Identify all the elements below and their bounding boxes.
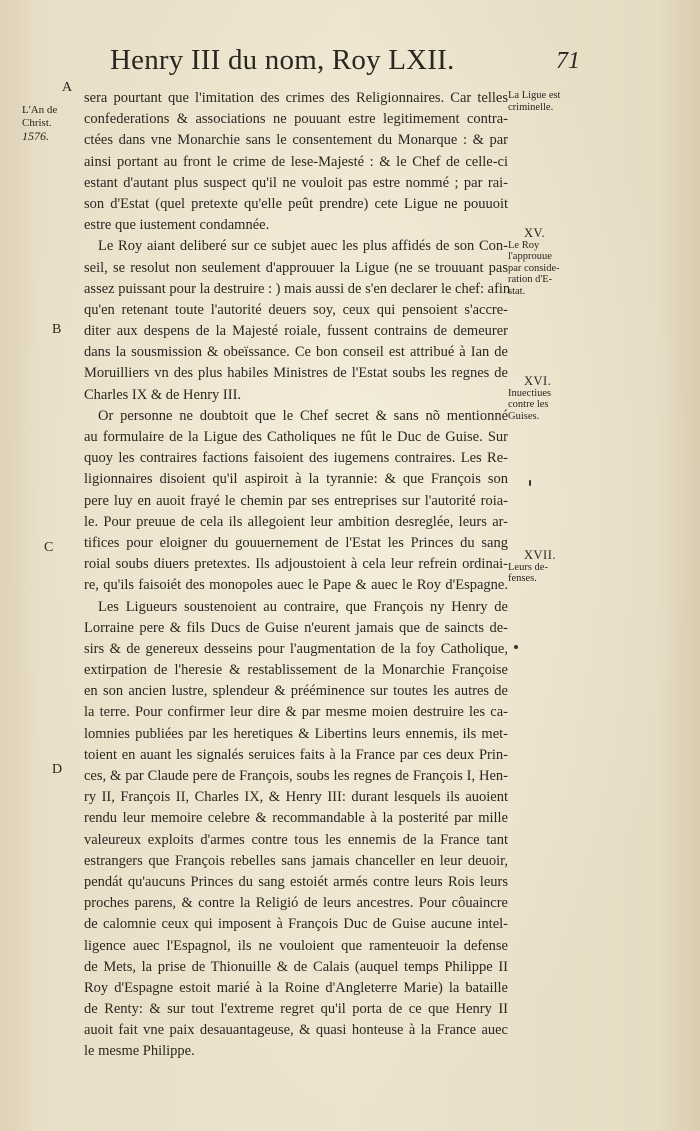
text-line: quoy les contraires factions faisoient des iugemens contraires. Les Re- bbox=[84, 450, 508, 467]
text-line: ry II, François II, Charles IX, & Henry III: durant lesquels ils auoient bbox=[84, 789, 508, 806]
margin-note-number: XVII. bbox=[524, 548, 557, 562]
text-line: Charles IX & de Henry III. bbox=[84, 386, 242, 403]
text-line: au formulaire de la Ligue des Catholiques ne fût le Duc de Guise. Sur bbox=[84, 429, 508, 445]
margin-note-number: XV. bbox=[524, 226, 546, 240]
text-line: tifices pour eloigner du gouuernement de l'Estat les Princes du sang bbox=[84, 534, 508, 551]
text-line: Le Roy aiant deliberé sur ce subjet auec les plus affidés de son Con- bbox=[98, 238, 508, 255]
text-line: estrangers que François rebelles sans jamais chanceller en leur deuoir, bbox=[84, 852, 508, 869]
text-line: dans la sousmission & obeïssance. Ce bon conseil est attribué à Ian de bbox=[84, 344, 508, 361]
margin-note-line: ration d'E- bbox=[508, 274, 553, 285]
margin-note-line: fenses. bbox=[508, 573, 537, 584]
text-line: diter aux despens de la Majesté roiale, fussent contrains de demeurer bbox=[84, 323, 508, 340]
text-line: Lorraine pere & fils Ducs de Guise n'eurent jamais que de saincts de- bbox=[84, 619, 508, 636]
text-line: confederations & associations ne pouuant estre legitimement contra- bbox=[84, 111, 508, 128]
text-line: ces, & par Claude pere de François, soubs les regnes de François I, Hen- bbox=[84, 768, 508, 784]
margin-note-line: par conside- bbox=[508, 262, 560, 274]
margin-year-note bbox=[22, 104, 82, 143]
section-letter-d: D bbox=[52, 762, 63, 777]
text-line: en son ancien lustre, splendeur & prééminence sur toutes les autres de bbox=[84, 683, 508, 700]
body-text bbox=[84, 88, 511, 1063]
margin-note-line: stat. bbox=[508, 285, 526, 297]
text-line: lomnies publiées par les heretiques & Libertins leurs ennemis, ils met- bbox=[84, 725, 508, 742]
ink-speck bbox=[529, 480, 531, 486]
text-line: re, qu'ils faisoiét des monopoles auec le Pape & auec le Roy d'Espagne. bbox=[84, 577, 508, 594]
margin-note-ligue bbox=[508, 90, 574, 113]
text-line: sera pourtant que l'imitation des crimes des Religionnaires. Car telles bbox=[84, 90, 508, 106]
text-line: valeureux exploits d'armes contre tous les ennemis de la France tant bbox=[84, 831, 508, 848]
margin-note-line: La Ligue est bbox=[508, 90, 561, 101]
text-line: Moruilliers vn des plus habiles Ministres de l'Estat soubs les regnes de bbox=[84, 365, 508, 382]
text-line: toient en auant les signalés seruices faits à la France par ces deux Prin- bbox=[84, 746, 508, 763]
text-line: de Renty: & sur tout l'extreme regret qu'il porta de ce que Henry II bbox=[84, 1001, 508, 1018]
text-line: roial soubs diuers pretextes. Ils adjoustoient à cela leur refrein ordinai- bbox=[84, 556, 508, 573]
section-letter-a: A bbox=[62, 80, 73, 95]
text-line: estant d'autant plus suspect qu'il ne vouloit pas estre nommé ; par rai- bbox=[84, 174, 508, 191]
text-line: sirs & de genereux desseins pour l'augmentation de la foy Catholique, bbox=[84, 640, 508, 657]
margin-note-line: Leurs de- bbox=[508, 561, 548, 573]
text-line: de Mets, la prise de Thionuille & de Calais (auquel temps Philippe II bbox=[84, 958, 508, 975]
section-letter-c: C bbox=[44, 540, 54, 555]
text-line: ligionnaires disoient qu'il aspiroit à la tyrannie: & que François son bbox=[84, 471, 508, 488]
margin-note-xv bbox=[508, 228, 574, 297]
text-line: Les Ligueurs soustenoient au contraire, que François ny Henry de bbox=[98, 598, 508, 615]
margin-note-line: Guises. bbox=[508, 410, 540, 422]
text-line: le mesme Philippe. bbox=[84, 1043, 195, 1060]
text-line: ainsi portant au front le crime de lese-Majesté : & le Chef de celle-ci bbox=[84, 153, 508, 170]
text-line: Roy d'Espagne estoit marié à la Roine d'Angleterre Marie) la bataille bbox=[84, 979, 508, 996]
margin-note-line: Inuectiues bbox=[508, 387, 552, 399]
text-line: assez puissant pour la destruire : ) mais aussi de s'en declarer le chef: afin bbox=[84, 280, 511, 297]
text-line: rendu leur memoire celebre & recommandable à la posterité par mille bbox=[84, 810, 508, 827]
text-line: de calomnie ceux qui imposent à François Duc de Guise aucune intel- bbox=[84, 916, 508, 933]
text-line: estre que iustement condamnée. bbox=[84, 217, 270, 234]
section-letter-b: B bbox=[52, 322, 62, 337]
text-line: ctées dans vne Monarchie sans le consentement du Monarque : & par bbox=[84, 132, 508, 149]
text-line: auoit fait vne paix desauantageuse, & quasi honteuse à la France auec bbox=[84, 1022, 508, 1039]
text-line: Or personne ne doubtoit que le Chef secret & sans nõ mentionné bbox=[98, 407, 508, 424]
page-header bbox=[110, 44, 580, 84]
text-line: pendát qu'aucuns Princes du sang estoiét armés contre leurs Rois leurs bbox=[84, 873, 508, 890]
margin-year-era: Christ. bbox=[22, 117, 52, 129]
margin-note-number: XVI. bbox=[524, 374, 552, 388]
margin-year-value: 1576. bbox=[22, 129, 49, 143]
text-line: le. Pour preuue de cela ils allegoient leur ambition desreglée, leurs ar- bbox=[84, 513, 508, 530]
margin-note-line: contre les bbox=[508, 399, 549, 410]
margin-note-line: criminelle. bbox=[508, 101, 554, 113]
margin-note-xvii bbox=[508, 550, 574, 585]
text-line: son d'Estat (quel pretexte qu'elle peût prendre) cete Ligue ne pouuoit bbox=[84, 195, 508, 212]
text-line: ligence auec l'Espagnol, ils ne vouloient que ramenteuoir la defense bbox=[84, 937, 508, 954]
text-line: qu'en retenant toute l'autorité deuers soy, ceux qui pensoient s'accre- bbox=[84, 301, 508, 318]
margin-year-label: L'An de bbox=[22, 104, 58, 116]
ink-speck bbox=[514, 645, 518, 649]
text-line: la terre. Pour confirmer leur dire & par mesme moien destruire les ca- bbox=[84, 704, 508, 721]
margin-note-line: l'approuue bbox=[508, 251, 552, 262]
margin-note-line: Le Roy bbox=[508, 239, 540, 251]
margin-note-xvi bbox=[508, 376, 574, 422]
text-line: pere luy en auoit frayé le chemin par ses entreprises sur l'autorité roia- bbox=[84, 492, 508, 509]
running-title: Henry III du nom, Roy LXII. bbox=[110, 44, 455, 76]
text-line: proches parens, & contre la Religió de leurs ancestres. Pour côuaincre bbox=[84, 895, 508, 912]
page-number: 71 bbox=[556, 48, 580, 74]
text-line: seil, se resolut non seulement d'approuuer la Ligue (ne se trouuant pas bbox=[84, 259, 508, 276]
text-line: extirpation de l'heresie & restablissement de la Monarchie Françoise bbox=[84, 662, 508, 679]
